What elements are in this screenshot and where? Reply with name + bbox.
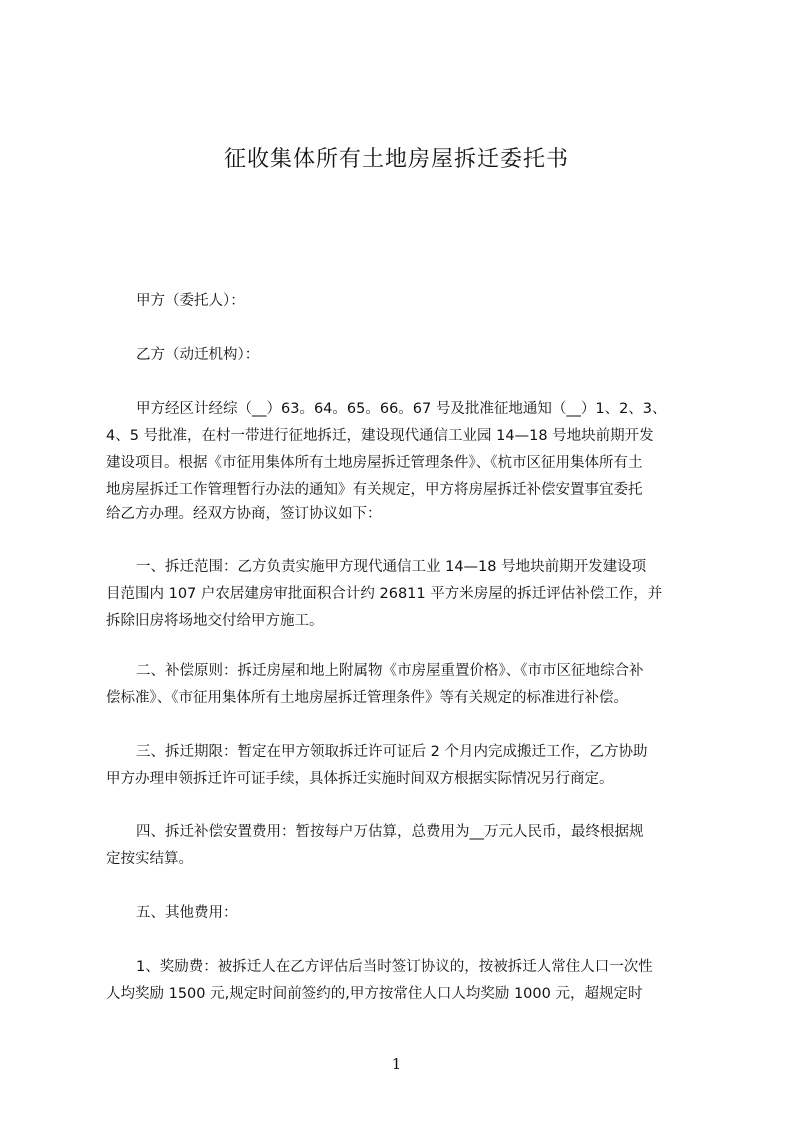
party-a-line: 甲方（委托人）： bbox=[136, 293, 245, 309]
clause-5-heading: 五、其他费用： bbox=[136, 905, 238, 921]
clause-1-line: 一、拆迁范围：乙方负责实施甲方现代通信工业 14—18 号地块前期开发建设项 bbox=[136, 559, 647, 575]
clause-4-line: 四、拆迁补偿安置费用：暂按每户万估算，总费用为__万元人民币，最终根据规 bbox=[136, 824, 644, 840]
document-title: 征收集体所有土地房屋拆迁委托书 bbox=[223, 147, 569, 172]
clause-1-line: 目范围内 107 户农居建房审批面积合计约 26811 平方米房屋的拆迁评估补偿工作，并 bbox=[106, 586, 663, 602]
clause-3-line: 三、拆迁期限：暂定在甲方领取拆迁许可证后 2 个月内完成搬迁工作，乙方协助 bbox=[136, 744, 648, 760]
clause-4-line: 定按实结算。 bbox=[106, 851, 193, 867]
clause-2-line: 二、补偿原则：拆迁房屋和地上附属物《市房屋重置价格》、《市市区征地综合补 bbox=[136, 663, 644, 679]
clause-1-line: 拆除旧房将场地交付给甲方施工。 bbox=[106, 613, 324, 629]
clause-5-item-line: 1、奖励费：被拆迁人在乙方评估后当时签订协议的，按被拆迁人常住人口一次性 bbox=[136, 959, 653, 975]
page-number: 1 bbox=[391, 1055, 402, 1073]
party-b-line: 乙方（动迁机构）： bbox=[136, 347, 260, 363]
clause-5-item-line: 人均奖励 1500 元,规定时间前签约的,甲方按常住人口人均奖励 1000 元，超规定时 bbox=[106, 986, 643, 1002]
intro-line: 4、5 号批准，在村一带进行征地拆迁，建设现代通信工业园 14—18 号地块前期开发 bbox=[106, 428, 654, 444]
clause-3-line: 甲方办理申领拆迁许可证手续，具体拆迁实施时间双方根据实际情况另行商定。 bbox=[106, 771, 614, 787]
clause-2-line: 偿标准》、《市征用集体所有土地房屋拆迁管理条件》等有关规定的标准进行补偿。 bbox=[106, 690, 628, 706]
intro-line: 甲方经区计经综（__）63。64。65。66。67 号及批准征地通知（__）1、2、3、 bbox=[136, 401, 667, 417]
intro-line: 给乙方办理。经双方协商，签订协议如下： bbox=[106, 506, 382, 522]
intro-line: 建设项目。根据《市征用集体所有土地房屋拆迁管理条件》、《杭市区征用集体所有土 bbox=[106, 455, 643, 471]
intro-line: 地房屋拆迁工作管理暂行办法的通知》有关规定，甲方将房屋拆迁补偿安置事宜委托 bbox=[106, 482, 643, 498]
